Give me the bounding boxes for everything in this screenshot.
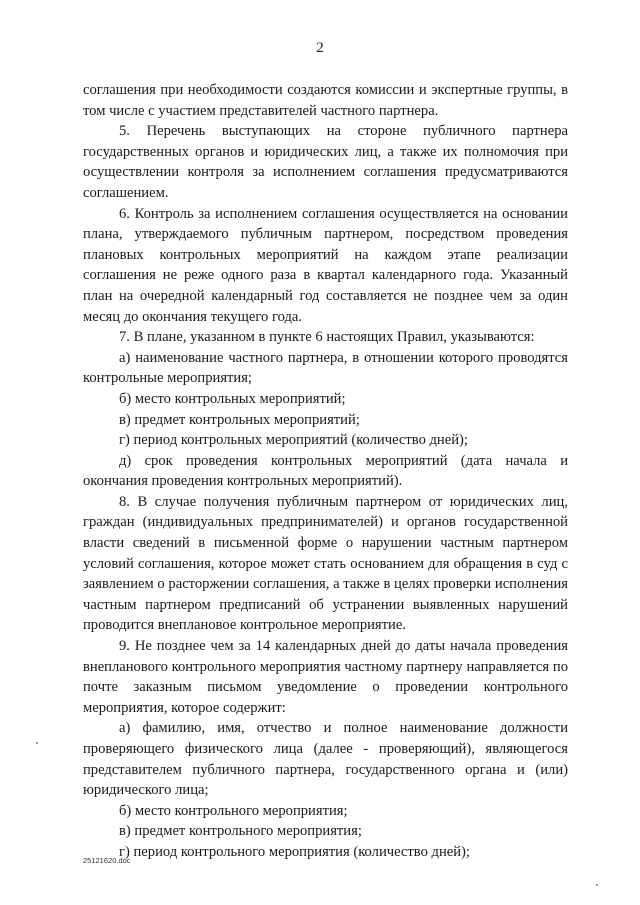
paragraph-5: 5. Перечень выступающих на стороне публичного партнера государственных органов и юридических лиц, а также их полномочия при осуществлении контроля за исполнением соглашения предусматриваются соглашением. (83, 123, 568, 201)
list-item-7v: в) предмет контрольных мероприятий; (119, 411, 360, 428)
list-item-9a: а) фамилию, имя, отчество и полное наименование должности проверяющего физического лица (далее - проверяющий), являющегося представителем публичного партнера, государственного органа и (или) юридического лица; (83, 720, 568, 799)
paragraph-0: соглашения при необходимости создаются комиссии и экспертные группы, в том числе с участием представителей частного партнера. (83, 82, 568, 119)
page-number: 2 (316, 40, 324, 56)
scan-speck (36, 742, 38, 744)
paragraph-9: 9. Не позднее чем за 14 календарных дней до даты начала проведения внепланового контрольного мероприятия частному партнеру направляется по почте заказным письмом уведомление о проведении контрольного мероприятия, которое содержит: (83, 638, 568, 716)
scan-speck (596, 884, 598, 886)
document-body (83, 80, 568, 863)
list-item-7a: а) наименование частного партнера, в отношении которого проводятся контрольные мероприятия; (83, 349, 568, 387)
list-item-9g: г) период контрольного мероприятия (количество дней); (119, 843, 470, 860)
paragraph-6: 6. Контроль за исполнением соглашения осуществляется на основании плана, утверждаемого публичным партнером, посредством проведения плановых контрольных мероприятий на каждом этапе реализации соглашения не реже одного раза в квартал календарного года. Указанный план на очередной календарный год составляется не позднее чем за один месяц до окончания текущего года. (83, 205, 568, 325)
list-item-9v: в) предмет контрольного мероприятия; (119, 823, 362, 840)
list-item-7g: г) период контрольных мероприятий (количество дней); (119, 432, 468, 449)
footer-filename: 25121620.doc (83, 856, 131, 865)
paragraph-7: 7. В плане, указанном в пункте 6 настоящих Правил, указываются: (119, 329, 535, 346)
list-item-7d: д) срок проведения контрольных мероприятий (дата начала и окончания проведения контрольных мероприятий). (83, 452, 568, 490)
list-item-7b: б) место контрольных мероприятий; (119, 390, 346, 407)
paragraph-8: 8. В случае получения публичным партнером от юридических лиц, граждан (индивидуальных предпринимателей) и органов государственной власти сведений в письменной форме о нарушении частным партнером условий соглашения, которое может стать основанием для обращения в суд с заявлением о расторжении соглашения, а также в целях проверки исполнения частным партнером предписаний об устранении выявленных нарушений проводится внеплановое контрольное мероприятие. (83, 493, 568, 634)
list-item-9b: б) место контрольного мероприятия; (119, 802, 348, 819)
